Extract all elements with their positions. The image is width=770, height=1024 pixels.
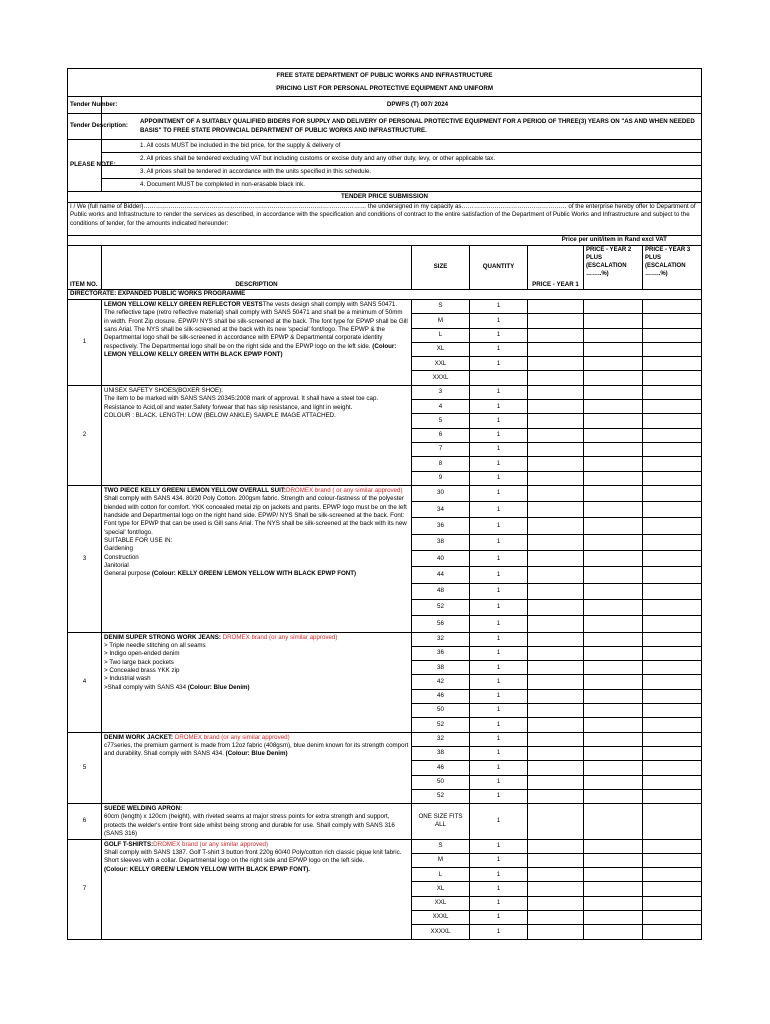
- quantity-cell: 1: [470, 732, 528, 746]
- price-year-2-cell[interactable]: [584, 342, 643, 356]
- price-year-1-cell[interactable]: [528, 804, 584, 839]
- size-cell: ONE SIZE FITS ALL: [412, 804, 470, 839]
- quantity-cell: 1: [470, 518, 528, 534]
- price-year-1-cell[interactable]: [528, 882, 584, 896]
- size-cell: 38: [412, 746, 470, 760]
- tender-description: APPOINTMENT OF A SUITABLY QUALIFIED BIDERS FOR SUPPLY AND DELIVERY OF PERSONAL PROTECTIVE EQUIPMENT FOR A PERIOD OF THREE(3) YEARS ON "AS AND WHEN NEEDED BASIS" TO FREE STATE PROVINCIAL DEPARTMENT OF PUBLIC WORKS AND INFRASTRUCTURE.: [102, 114, 702, 140]
- item-title: SUEDE WELDING APRON:: [104, 805, 183, 813]
- directorate-heading: DIRECTORATE: EXPANDED PUBLIC WORKS PROGRAMME: [68, 290, 702, 300]
- col-item-no: ITEM NO.: [68, 246, 102, 290]
- note-4: 4. Document MUST be completed in non-erasable black ink.: [102, 179, 702, 192]
- price-year-2-cell[interactable]: [584, 471, 643, 485]
- price-year-1-cell[interactable]: [528, 761, 584, 775]
- col-description: DESCRIPTION: [102, 246, 412, 290]
- size-cell: 46: [412, 689, 470, 703]
- size-cell: 7: [412, 442, 470, 456]
- price-year-2-cell[interactable]: [584, 300, 643, 314]
- quantity-cell: 1: [470, 882, 528, 896]
- quantity-cell: 1: [470, 911, 528, 925]
- size-cell: 38: [412, 661, 470, 675]
- price-year-2-cell[interactable]: [584, 518, 643, 534]
- item-number: 2: [68, 385, 102, 485]
- item-title: LEMON YELLOW/ KELLY GREEN REFLECTOR VESTS: [104, 301, 263, 308]
- quantity-cell: 1: [470, 896, 528, 910]
- size-cell: 6: [412, 428, 470, 442]
- quantity-cell: 1: [470, 839, 528, 853]
- price-year-1-cell[interactable]: [528, 428, 584, 442]
- size-cell: 5: [412, 414, 470, 428]
- item-red: DROMEX brand (or any similar approved): [174, 733, 290, 741]
- pricing-table: [67, 68, 702, 940]
- item-red: DROMEX brand (or any similar approved): [153, 840, 269, 848]
- size-cell: XXL: [412, 896, 470, 910]
- price-year-3-cell[interactable]: [643, 804, 702, 839]
- item-title: GOLF T-SHIRTS:: [104, 840, 154, 848]
- price-year-3-cell[interactable]: [643, 632, 702, 646]
- price-year-2-cell[interactable]: [584, 661, 643, 675]
- size-cell: 50: [412, 704, 470, 718]
- price-year-2-cell[interactable]: [584, 567, 643, 583]
- item-title: DENIM WORK JACKET:: [104, 733, 175, 741]
- price-year-3-cell[interactable]: [643, 853, 702, 867]
- price-year-3-cell[interactable]: [643, 661, 702, 675]
- quantity-cell: 1: [470, 567, 528, 583]
- quantity-cell: 1: [470, 300, 528, 314]
- price-year-1-cell[interactable]: [528, 400, 584, 414]
- price-year-2-cell[interactable]: [584, 485, 643, 501]
- price-year-1-cell[interactable]: [528, 599, 584, 615]
- price-year-2-cell[interactable]: [584, 732, 643, 746]
- price-year-3-cell[interactable]: [643, 646, 702, 660]
- price-year-1-cell[interactable]: [528, 789, 584, 803]
- price-year-2-cell[interactable]: [584, 689, 643, 703]
- quantity-cell: 1: [470, 746, 528, 760]
- quantity-cell: 1: [470, 400, 528, 414]
- item-bold-end: (Colour: Blue Denim): [187, 683, 250, 691]
- price-year-3-cell[interactable]: [643, 775, 702, 789]
- price-year-3-cell[interactable]: [643, 457, 702, 471]
- price-year-2-cell[interactable]: [584, 839, 643, 853]
- price-year-2-cell[interactable]: [584, 761, 643, 775]
- tender-description-label: Tender Description:: [68, 114, 102, 140]
- price-year-1-cell[interactable]: [528, 385, 584, 399]
- price-year-3-cell[interactable]: [643, 911, 702, 925]
- size-cell: 40: [412, 551, 470, 567]
- quantity-cell: 1: [470, 689, 528, 703]
- price-year-3-cell[interactable]: [643, 328, 702, 342]
- size-cell: M: [412, 314, 470, 328]
- price-group-header: Price per unit/item in Rand excl VAT: [528, 236, 702, 246]
- size-cell: 38: [412, 534, 470, 550]
- item-title: DENIM SUPER STRONG WORK JEANS:: [104, 633, 223, 641]
- quantity-cell: 1: [470, 704, 528, 718]
- price-year-3-cell[interactable]: [643, 583, 702, 599]
- price-year-1-cell[interactable]: [528, 414, 584, 428]
- item-body: Shall comply with SANS 434. 80/20 Poly Cotton. 200gsm fabric. Strength and colour-fastness of the polyester blended with cotton for comfort. YKK concealed metal zip on jackets and pants. EPWP logo must be on the left handside and Departmental logo on the right hand side. EPWP/ NYS Shall be silk-screened at the back. Font: Font type for EPWP that can be used is Gill sans Arial. The NYS shall be silk-screened at the back with its new 'special' font/logo. SUITABLE FOR USE IN: Gardening Construction Janitorial General purpose: [104, 495, 407, 578]
- price-year-1-cell[interactable]: [528, 551, 584, 567]
- item-description: [102, 485, 412, 632]
- price-year-1-cell[interactable]: [528, 583, 584, 599]
- size-cell: 32: [412, 632, 470, 646]
- price-year-2-cell[interactable]: [584, 704, 643, 718]
- price-year-3-cell[interactable]: [643, 314, 702, 328]
- size-cell: 4: [412, 400, 470, 414]
- price-year-3-cell[interactable]: [643, 534, 702, 550]
- table-row: [68, 300, 702, 314]
- price-year-1-cell[interactable]: [528, 616, 584, 632]
- price-year-2-cell[interactable]: [584, 371, 643, 385]
- size-cell: 36: [412, 518, 470, 534]
- submission-text: I / We (full name of Bidder)……………………………………………………………………………………………… the undersigned in my capacity as…………………………………………… of the enterprise hereby offer to Department of Public works and Infrastructure to render the services as described, in accordance with the specification and conditions of contract to the entire satisfaction of the Department of Public Works and Infrastructure and subject to the conditions of tender, for the amounts indicated hereunder:: [68, 203, 702, 236]
- size-cell: 8: [412, 457, 470, 471]
- price-year-1-cell[interactable]: [528, 704, 584, 718]
- quantity-cell: 1: [470, 442, 528, 456]
- price-year-3-cell[interactable]: [643, 342, 702, 356]
- price-year-2-cell[interactable]: [584, 328, 643, 342]
- quantity-cell: 1: [470, 661, 528, 675]
- price-year-3-cell[interactable]: [643, 567, 702, 583]
- size-cell: 30: [412, 485, 470, 501]
- table-row: [68, 385, 702, 399]
- size-cell: 9: [412, 471, 470, 485]
- item-body: The vests design shall comply with SANS 50471. The reflective tape (retro reflective material) shall comply with SANS 50471 and shall be a minimum of 50mm in width. Front Zip closure. EPWP/ NYS shall be silk-screened at the back. The font type for EPWP shall be Gill sans Arial. The NYS shall be silk-screened at the back with its new 'special' font/logo. The EPWP & the Departmental logo shall be silk-screened in accordance with EPWP & Departmental corporate identity respectively. The Departmental logo shall be on the right side and the EPWP logo on the left side.: [104, 301, 408, 350]
- price-year-1-cell[interactable]: [528, 485, 584, 501]
- size-cell: 52: [412, 789, 470, 803]
- price-year-1-cell[interactable]: [528, 518, 584, 534]
- item-number: 3: [68, 485, 102, 632]
- price-year-3-cell[interactable]: [643, 551, 702, 567]
- col-quantity: QUANTITY: [470, 246, 528, 290]
- quantity-cell: 1: [470, 502, 528, 518]
- quantity-cell: 1: [470, 616, 528, 632]
- price-year-2-cell[interactable]: [584, 599, 643, 615]
- price-year-2-cell[interactable]: [584, 632, 643, 646]
- price-year-2-cell[interactable]: [584, 442, 643, 456]
- price-year-1-cell[interactable]: [528, 718, 584, 732]
- size-cell: S: [412, 839, 470, 853]
- quantity-cell: 1: [470, 534, 528, 550]
- item-description: [102, 732, 412, 803]
- price-year-3-cell[interactable]: [643, 385, 702, 399]
- size-cell: XXXL: [412, 371, 470, 385]
- item-description: [102, 300, 412, 386]
- item-bold-end: (Colour: KELLY GREEN/ LEMON YELLOW WITH BLACK EPWP FONT).: [104, 865, 311, 873]
- size-cell: XL: [412, 342, 470, 356]
- item-body: 60cm (length) x 120cm (height), with riveted seams at major stress points for extra strength and support, protects the welder's entire front side whilst being strong and durable for use. Shall comply with SANS 316 (SANS 316): [104, 813, 395, 838]
- price-year-1-cell[interactable]: [528, 567, 584, 583]
- quantity-cell: 1: [470, 718, 528, 732]
- item-title: TWO PIECE KELLY GREEN/ LEMON YELLOW OVERALL SUIT:: [104, 486, 286, 494]
- price-year-1-cell[interactable]: [528, 839, 584, 853]
- size-cell: L: [412, 328, 470, 342]
- quantity-cell: 1: [470, 551, 528, 567]
- price-year-1-cell[interactable]: [528, 342, 584, 356]
- price-year-2-cell[interactable]: [584, 428, 643, 442]
- item-red: DROMEX brand (or any similar approved): [222, 633, 338, 641]
- quantity-cell: [470, 371, 528, 385]
- price-year-3-cell[interactable]: [643, 925, 702, 939]
- table-row: [68, 485, 702, 501]
- quantity-cell: 1: [470, 342, 528, 356]
- size-cell: 50: [412, 775, 470, 789]
- quantity-cell: 1: [470, 775, 528, 789]
- price-year-3-cell[interactable]: [643, 442, 702, 456]
- price-year-3-cell[interactable]: [643, 675, 702, 689]
- price-year-2-cell[interactable]: [584, 583, 643, 599]
- size-cell: XXL: [412, 357, 470, 371]
- table-row: [68, 804, 702, 839]
- quantity-cell: 1: [470, 925, 528, 939]
- price-year-2-cell[interactable]: [584, 804, 643, 839]
- price-year-2-cell[interactable]: [584, 896, 643, 910]
- quantity-cell: 1: [470, 357, 528, 371]
- price-year-3-cell[interactable]: [643, 704, 702, 718]
- sheet-subtitle: PRICING LIST FOR PERSONAL PROTECTIVE EQUIPMENT AND UNIFORM: [68, 83, 702, 97]
- price-year-2-cell[interactable]: [584, 775, 643, 789]
- quantity-cell: 1: [470, 328, 528, 342]
- price-year-1-cell[interactable]: [528, 471, 584, 485]
- price-year-2-cell[interactable]: [584, 675, 643, 689]
- price-year-2-cell[interactable]: [584, 400, 643, 414]
- size-cell: 52: [412, 599, 470, 615]
- quantity-cell: 1: [470, 868, 528, 882]
- price-year-2-cell[interactable]: [584, 925, 643, 939]
- price-year-3-cell[interactable]: [643, 485, 702, 501]
- price-year-3-cell[interactable]: [643, 471, 702, 485]
- price-year-1-cell[interactable]: [528, 646, 584, 660]
- price-year-1-cell[interactable]: [528, 732, 584, 746]
- quantity-cell: 1: [470, 853, 528, 867]
- price-year-3-cell[interactable]: [643, 896, 702, 910]
- price-year-1-cell[interactable]: [528, 911, 584, 925]
- quantity-cell: 1: [470, 761, 528, 775]
- price-year-1-cell[interactable]: [528, 896, 584, 910]
- size-cell: 56: [412, 616, 470, 632]
- price-year-2-cell[interactable]: [584, 551, 643, 567]
- size-cell: XL: [412, 882, 470, 896]
- price-year-1-cell[interactable]: [528, 357, 584, 371]
- table-row: [68, 732, 702, 746]
- item-description: [102, 839, 412, 939]
- item-body: c77series, the premium garment is made from 12oz fabric (408gsm), blue denim known for its strength comport and durability. Shall comply with SANS 434.: [104, 741, 409, 758]
- price-year-2-cell[interactable]: [584, 911, 643, 925]
- size-cell: 48: [412, 583, 470, 599]
- size-cell: XXXL: [412, 911, 470, 925]
- quantity-cell: 1: [470, 414, 528, 428]
- price-year-1-cell[interactable]: [528, 925, 584, 939]
- price-year-1-cell[interactable]: [528, 853, 584, 867]
- quantity-cell: 1: [470, 471, 528, 485]
- size-cell: 36: [412, 646, 470, 660]
- price-year-1-cell[interactable]: [528, 314, 584, 328]
- quantity-cell: 1: [470, 485, 528, 501]
- item-description: [102, 632, 412, 732]
- price-year-3-cell[interactable]: [643, 400, 702, 414]
- price-year-1-cell[interactable]: [528, 675, 584, 689]
- item-body: > Triple needle stitching on all seams > Indigo open-ended denim > Two large back pockets > Concealed brass YKK zip > Industrial wash >Shall comply with SANS 434: [104, 641, 206, 691]
- item-number: 5: [68, 732, 102, 803]
- price-year-2-cell[interactable]: [584, 314, 643, 328]
- size-cell: 46: [412, 761, 470, 775]
- item-bold-end: (Colour: Blue Denim): [225, 750, 288, 758]
- price-year-2-cell[interactable]: [584, 746, 643, 760]
- item-bold-end: (Colour: KELLY GREEN/ LEMON YELLOW WITH BLACK EPWP FONT): [151, 570, 357, 578]
- price-year-2-cell[interactable]: [584, 616, 643, 632]
- price-year-3-cell[interactable]: [643, 839, 702, 853]
- price-year-3-cell[interactable]: [643, 746, 702, 760]
- item-bold-end: (Colour: LEMON YELLOW/ KELLY GREEN WITH BLACK EPWP FONT): [104, 342, 397, 359]
- pricing-sheet: [67, 68, 701, 940]
- price-year-1-cell[interactable]: [528, 746, 584, 760]
- quantity-cell: 1: [470, 789, 528, 803]
- price-year-1-cell[interactable]: [528, 868, 584, 882]
- size-cell: 44: [412, 567, 470, 583]
- price-year-1-cell[interactable]: [528, 632, 584, 646]
- price-year-1-cell[interactable]: [528, 502, 584, 518]
- item-red: DROMEX brand ( or any similar approved): [285, 486, 403, 494]
- please-note-label: PLEASE NOTE:: [68, 140, 102, 192]
- price-year-3-cell[interactable]: [643, 518, 702, 534]
- quantity-cell: 1: [470, 804, 528, 839]
- item-body: Shall comply with SANS 1387. Golf T-shirt 3 button front 220g 60/40 Poly/cotton rich classic pique knit fabric. Short sleeves with a collar. Departmental logo on the right side and EPWP logo on the left side.: [104, 848, 402, 865]
- price-year-2-cell[interactable]: [584, 414, 643, 428]
- quantity-cell: 1: [470, 428, 528, 442]
- quantity-cell: 1: [470, 457, 528, 471]
- quantity-cell: 1: [470, 646, 528, 660]
- size-cell: M: [412, 853, 470, 867]
- price-year-1-cell[interactable]: [528, 661, 584, 675]
- quantity-cell: 1: [470, 314, 528, 328]
- col-size: SIZE: [412, 246, 470, 290]
- item-body: UNISEX SAFETY SHOES(BOXER SHOE): The item to be marked with SANS SANS 20345:2008 mark of approval. It shall have a steel toe cap. Resistance to Acid,oil and water.Safety forwear that has slip resistance, and light in weight. COLOUR : BLACK. LENGTH: LOW (BELOW ANKLE) SAMPLE IMAGE ATTACHED.: [104, 386, 379, 419]
- price-year-2-cell[interactable]: [584, 534, 643, 550]
- tender-number: DPWFS (T) 007/ 2024: [102, 97, 702, 114]
- tender-number-label: Tender Number:: [68, 97, 102, 114]
- price-year-2-cell[interactable]: [584, 882, 643, 896]
- col-price-year-2: PRICE - YEAR 2 PLUS (ESCALATION ……..%): [584, 246, 643, 290]
- price-year-3-cell[interactable]: [643, 616, 702, 632]
- size-cell: 32: [412, 732, 470, 746]
- note-2: 2. All prices shall be tendered excluding VAT but including customs or excise duty and any other duty, levy, or other applicable tax.: [102, 153, 702, 166]
- price-year-3-cell[interactable]: [643, 428, 702, 442]
- price-year-3-cell[interactable]: [643, 689, 702, 703]
- quantity-cell: 1: [470, 385, 528, 399]
- quantity-cell: 1: [470, 632, 528, 646]
- price-year-3-cell[interactable]: [643, 718, 702, 732]
- price-year-3-cell[interactable]: [643, 599, 702, 615]
- price-year-1-cell[interactable]: [528, 457, 584, 471]
- item-number: 7: [68, 839, 102, 939]
- price-year-1-cell[interactable]: [528, 300, 584, 314]
- table-row: [68, 839, 702, 853]
- price-year-2-cell[interactable]: [584, 385, 643, 399]
- price-year-2-cell[interactable]: [584, 718, 643, 732]
- size-cell: XXXXL: [412, 925, 470, 939]
- price-year-1-cell[interactable]: [528, 328, 584, 342]
- price-year-3-cell[interactable]: [643, 414, 702, 428]
- size-cell: 34: [412, 502, 470, 518]
- price-year-2-cell[interactable]: [584, 868, 643, 882]
- price-year-1-cell[interactable]: [528, 442, 584, 456]
- price-year-3-cell[interactable]: [643, 882, 702, 896]
- price-year-3-cell[interactable]: [643, 868, 702, 882]
- item-number: 4: [68, 632, 102, 732]
- col-price-year-3: PRICE - YEAR 3 PLUS (ESCALATION ……..%): [643, 246, 702, 290]
- submission-title: TENDER PRICE SUBMISSION: [68, 192, 702, 203]
- price-year-3-cell[interactable]: [643, 357, 702, 371]
- table-row: [68, 632, 702, 646]
- item-description: [102, 804, 412, 839]
- price-year-2-cell[interactable]: [584, 357, 643, 371]
- quantity-cell: 1: [470, 583, 528, 599]
- price-year-1-cell[interactable]: [528, 534, 584, 550]
- department-title: FREE STATE DEPARTMENT OF PUBLIC WORKS AND INFRASTRUCTURE: [68, 69, 702, 83]
- item-description: [102, 385, 412, 485]
- size-cell: 3: [412, 385, 470, 399]
- price-year-1-cell[interactable]: [528, 371, 584, 385]
- price-year-2-cell[interactable]: [584, 789, 643, 803]
- price-year-3-cell[interactable]: [643, 371, 702, 385]
- price-year-3-cell[interactable]: [643, 502, 702, 518]
- price-year-1-cell[interactable]: [528, 689, 584, 703]
- price-year-2-cell[interactable]: [584, 457, 643, 471]
- quantity-cell: 1: [470, 599, 528, 615]
- item-number: 6: [68, 804, 102, 839]
- quantity-cell: 1: [470, 675, 528, 689]
- size-cell: 42: [412, 675, 470, 689]
- item-number: 1: [68, 300, 102, 386]
- size-cell: S: [412, 300, 470, 314]
- col-price-year-1: PRICE - YEAR 1: [528, 246, 584, 290]
- price-year-1-cell[interactable]: [528, 775, 584, 789]
- price-year-3-cell[interactable]: [643, 789, 702, 803]
- price-year-2-cell[interactable]: [584, 646, 643, 660]
- note-3: 3. All prices shall be tendered in accordance with the units specified in this schedule.: [102, 166, 702, 179]
- price-year-3-cell[interactable]: [643, 300, 702, 314]
- price-year-3-cell[interactable]: [643, 732, 702, 746]
- size-cell: L: [412, 868, 470, 882]
- size-cell: 52: [412, 718, 470, 732]
- price-year-2-cell[interactable]: [584, 502, 643, 518]
- note-1: 1. All costs MUST be included in the bid price, for the supply & delivery of: [102, 140, 702, 153]
- price-year-3-cell[interactable]: [643, 761, 702, 775]
- price-year-2-cell[interactable]: [584, 853, 643, 867]
